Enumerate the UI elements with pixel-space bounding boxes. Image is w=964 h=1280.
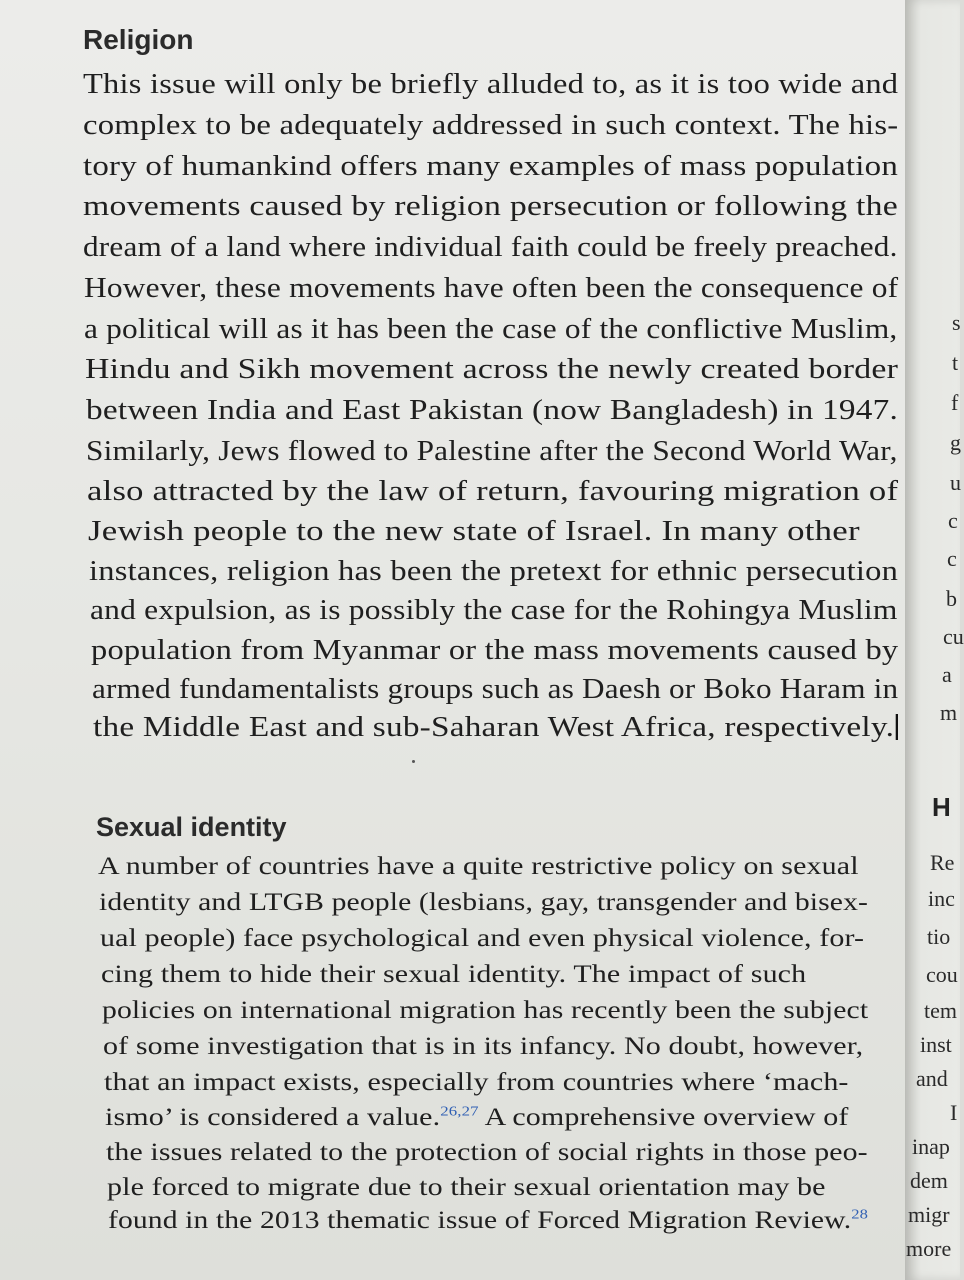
adjacent-page-fragment: f (951, 390, 959, 415)
adjacent-page-fragment: inap (912, 1134, 950, 1159)
adjacent-page-fragment: dem (910, 1168, 948, 1193)
adjacent-page-heading-fragment: H (932, 792, 951, 822)
paragraph-line: A number of countries have a quite restrictive policy on sexual (98, 853, 859, 880)
adjacent-page-fragment: c (948, 508, 958, 533)
adjacent-page-fragment: s (952, 310, 961, 335)
dust-speck (412, 760, 415, 763)
adjacent-page-fragment: Re (930, 850, 955, 875)
paragraph-line-last (93, 711, 898, 744)
adjacent-page-fragment: c (947, 546, 957, 571)
paragraph-line-text: A comprehensive overview of (478, 1104, 849, 1131)
paragraph-line: also attracted by the law of return, favouring migration of (87, 475, 899, 507)
paragraph-line: Jewish people to the new state of Israel. In many other (88, 515, 860, 547)
paragraph-line: policies on international migration has recently been the subject (102, 997, 869, 1024)
paragraph-line: armed fundamentalists groups such as Daesh or Boko Haram in (92, 673, 899, 705)
paragraph-line: movements caused by religion persecution or following the (83, 190, 898, 222)
paragraph-line-text: ismo’ is considered a value. (105, 1104, 441, 1131)
adjacent-page-fragment: tio (927, 924, 951, 949)
adjacent-page-fragment: g (950, 430, 961, 455)
adjacent-page-fragment: t (952, 350, 959, 375)
section-heading-religion: Religion (83, 24, 194, 55)
paragraph-line: a political will as it has been the case of the conflictive Muslim, (84, 313, 898, 345)
paragraph-line: tory of humankind offers many examples of mass population (83, 150, 899, 182)
adjacent-page-fragment: u (950, 470, 961, 495)
paragraph-line-text: found in the 2013 thematic issue of Forced Migration Review. (108, 1207, 852, 1234)
paragraph-line: between India and East Pakistan (now Bangladesh) in 1947. (86, 394, 899, 426)
section-heading-sexual-identity: Sexual identity (96, 812, 287, 842)
adjacent-page-fragment: migr (908, 1202, 950, 1227)
adjacent-page-fragment: and (916, 1066, 948, 1091)
paragraph-line: that an impact exists, especially from countries where ‘mach- (104, 1069, 849, 1096)
adjacent-page-fragment: cu (943, 624, 964, 649)
reference-link[interactable]: 28 (851, 1207, 869, 1223)
paragraph-line: However, these movements have often been the consequence of (84, 272, 899, 304)
paragraph-line: ple forced to migrate due to their sexual orientation may be (107, 1174, 826, 1201)
adjacent-page-fragment: b (946, 586, 957, 611)
adjacent-page-fragment: a (942, 662, 952, 687)
reference-link[interactable]: 26,27 (440, 1104, 479, 1120)
adjacent-page-fragment: inst (920, 1032, 952, 1057)
paragraph-line: complex to be adequately addressed in such context. The his- (83, 109, 899, 141)
paragraph-line-with-refs (105, 1104, 849, 1132)
paragraph-line: instances, religion has been the pretext for ethnic persecution (89, 555, 899, 587)
paragraph-line: of some investigation that is in its infancy. No doubt, however, (103, 1033, 864, 1060)
paragraph-line-with-ref (108, 1207, 868, 1235)
adjacent-page-fragment: more (906, 1236, 952, 1261)
paragraph-line: population from Myanmar or the mass movements caused by (91, 634, 899, 666)
text-cursor-icon (895, 714, 897, 740)
paragraph-line: and expulsion, as is possibly the case for the Rohingya Muslim (90, 594, 898, 626)
paragraph-line: dream of a land where individual faith could be freely preached. (83, 231, 898, 263)
paragraph-line: identity and LTGB people (lesbians, gay, transgender and bisex- (99, 889, 869, 916)
paragraph-line: Hindu and Sikh movement across the newly created border (85, 353, 899, 385)
adjacent-page-fragment: m (940, 700, 958, 725)
adjacent-page-fragment: inc (928, 886, 955, 911)
paragraph-line: the issues related to the protection of social rights in those peo- (106, 1139, 868, 1166)
paragraph-line: Similarly, Jews flowed to Palestine after the Second World War, (86, 435, 898, 467)
adjacent-page-fragment: I (950, 1100, 958, 1125)
paragraph-line: cing them to hide their sexual identity. The impact of such (101, 961, 807, 988)
paragraph-line: ual people) face psychological and even physical violence, for- (100, 925, 865, 952)
adjacent-page-fragment: tem (924, 998, 957, 1023)
adjacent-page-fragment: cou (926, 962, 958, 987)
paragraph-line-text: the Middle East and sub-Saharan West Africa, respectively. (93, 711, 895, 743)
paragraph-line: This issue will only be briefly alluded to, as it is too wide and (83, 68, 899, 100)
